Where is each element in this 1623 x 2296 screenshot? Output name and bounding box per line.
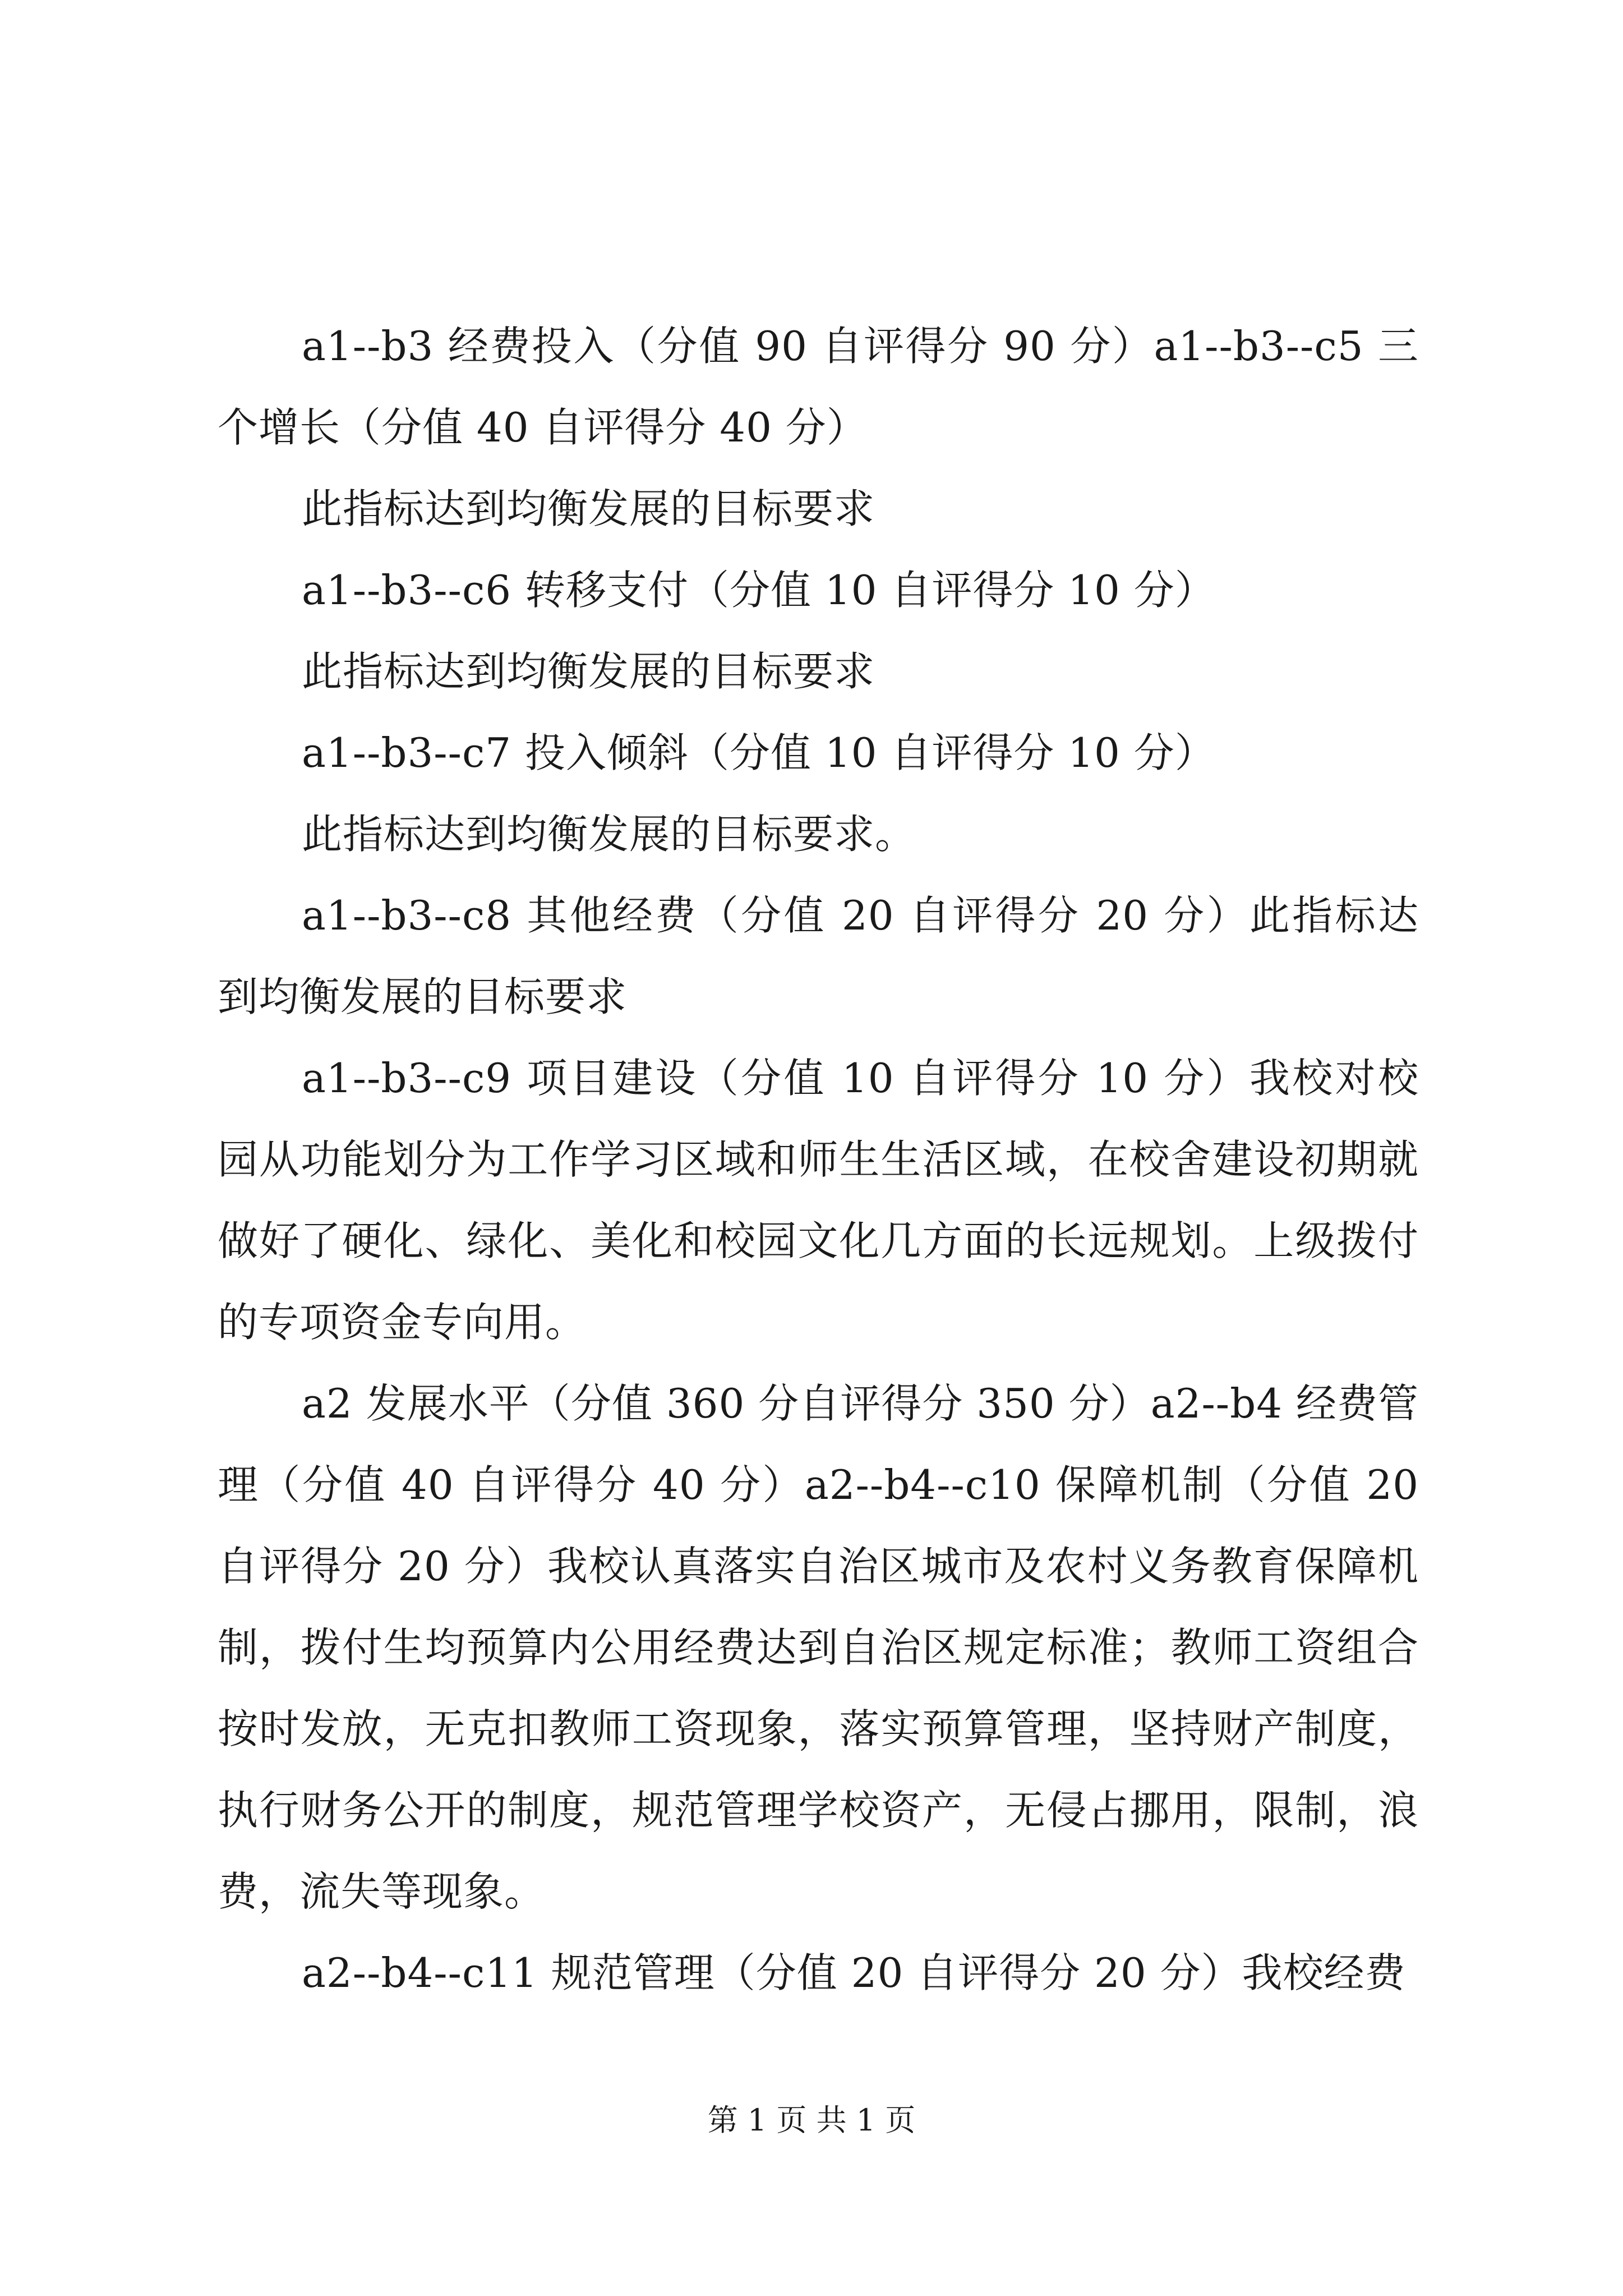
paragraph: a1--b3 经费投入（分值 90 自评得分 90 分）a1--b3--c5 三个增长（分值 40 自评得分 40 分） <box>218 323 1419 451</box>
paragraph: a1--b3--c7 投入倾斜（分值 10 自评得分 10 分） <box>302 729 1216 776</box>
page-footer <box>0 2101 1623 2140</box>
paragraph: 此指标达到均衡发展的目标要求 <box>302 485 875 532</box>
page-number: 第 1 页 共 1 页 <box>707 2102 916 2138</box>
paragraph: 此指标达到均衡发展的目标要求 <box>302 648 875 695</box>
paragraph: a2 发展水平（分值 360 分自评得分 350 分）a2--b4 经费管理（分值 40 自评得分 40 分）a2--b4--c10 保障机制（分值 20 自评得分 20 分）我校认真落实自治区城市及农村义务教育保障机制，拨付生均预算内公用经费达到自治区规定标准；教师工资组合按时发放，无克扣教师工资现象，落实预算管理，坚持财产制度，执行财务公开的制度，规范管理学校资产，无侵占挪用，限制，浪费，流失等现象。 <box>218 1380 1419 1915</box>
paragraph: a2--b4--c11 规范管理（分值 20 自评得分 20 分）我校经费 <box>302 1949 1406 1996</box>
paragraph: 此指标达到均衡发展的目标要求。 <box>302 811 916 858</box>
document-body <box>218 306 1419 2014</box>
paragraph: a1--b3--c9 项目建设（分值 10 自评得分 10 分）我校对校园从功能划分为工作学习区域和师生生活区域，在校舍建设初期就做好了硬化、绿化、美化和校园文化几方面的长远规划。上级拨付的专项资金专向用。 <box>218 1055 1419 1346</box>
paragraph: a1--b3--c6 转移支付（分值 10 自评得分 10 分） <box>302 567 1216 614</box>
paragraph: a1--b3--c8 其他经费（分值 20 自评得分 20 分）此指标达到均衡发展的目标要求 <box>218 892 1419 1020</box>
